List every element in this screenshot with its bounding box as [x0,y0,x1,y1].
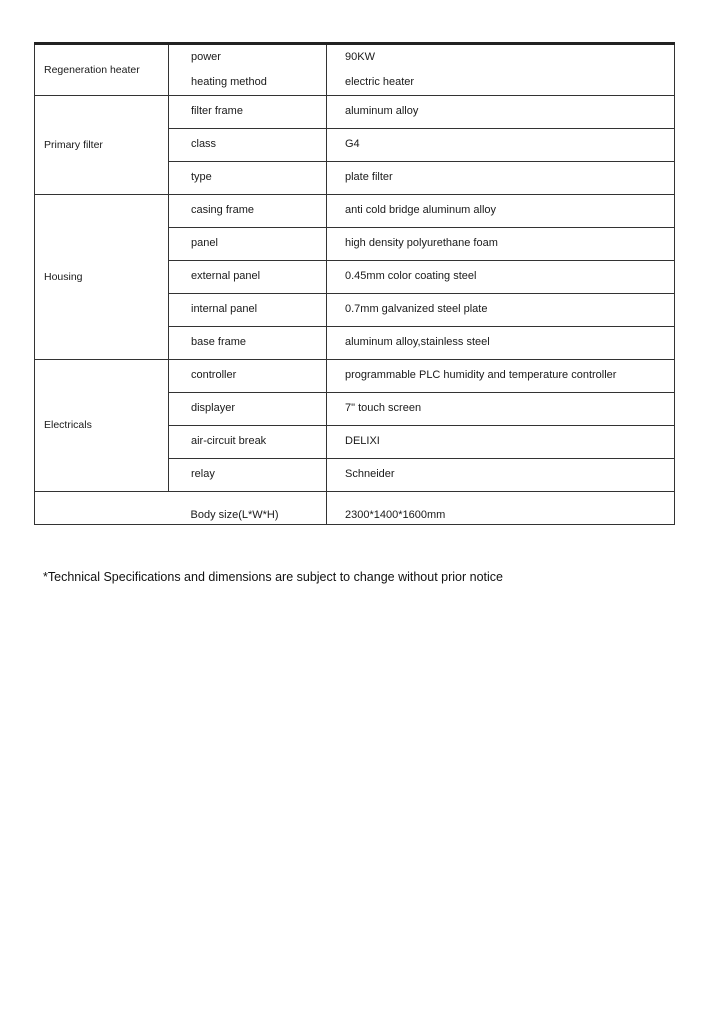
spec-item-label: internal panel [169,294,327,327]
spec-item-label: controller [169,360,327,393]
spec-item-label: power [169,44,327,70]
spec-item-value: anti cold bridge aluminum alloy [327,195,675,228]
spec-item-label: base frame [169,327,327,360]
spec-item-value: 2300*1400*1600mm [327,492,675,525]
group-label-regeneration-heater: Regeneration heater [35,44,169,96]
spec-item-label: displayer [169,393,327,426]
spec-item-value: 90KW [327,44,675,70]
table-row [35,44,675,70]
spec-item-label: class [169,129,327,162]
spec-item-value: 0.45mm color coating steel [327,261,675,294]
spec-item-value: G4 [327,129,675,162]
spec-item-value: 7" touch screen [327,393,675,426]
table-row [35,96,675,129]
spec-item-value: plate filter [327,162,675,195]
group-label-primary-filter: Primary filter [35,96,169,195]
spec-item-value: high density polyurethane foam [327,228,675,261]
spec-item-value: aluminum alloy,stainless steel [327,327,675,360]
spec-item-label: type [169,162,327,195]
spec-item-label: heating method [169,70,327,96]
blank-cell [35,492,169,525]
spec-item-value: 0.7mm galvanized steel plate [327,294,675,327]
spec-item-value: programmable PLC humidity and temperature controller [327,360,675,393]
table-row [35,195,675,228]
disclaimer-note: *Technical Specifications and dimensions are subject to change without prior notice [43,570,503,584]
group-label-electricals: Electricals [35,360,169,492]
spec-item-label: casing frame [169,195,327,228]
group-label-housing: Housing [35,195,169,360]
spec-item-label: panel [169,228,327,261]
spec-table [34,42,675,525]
spec-item-value: Schneider [327,459,675,492]
spec-item-label: external panel [169,261,327,294]
table-row-body-size [35,492,675,525]
spec-item-label: relay [169,459,327,492]
spec-item-value: DELIXI [327,426,675,459]
spec-item-value: aluminum alloy [327,96,675,129]
spec-item-value: electric heater [327,70,675,96]
spec-item-label: air-circuit break [169,426,327,459]
spec-item-label: Body size(L*W*H) [169,492,327,525]
table-row [35,360,675,393]
spec-item-label: filter frame [169,96,327,129]
